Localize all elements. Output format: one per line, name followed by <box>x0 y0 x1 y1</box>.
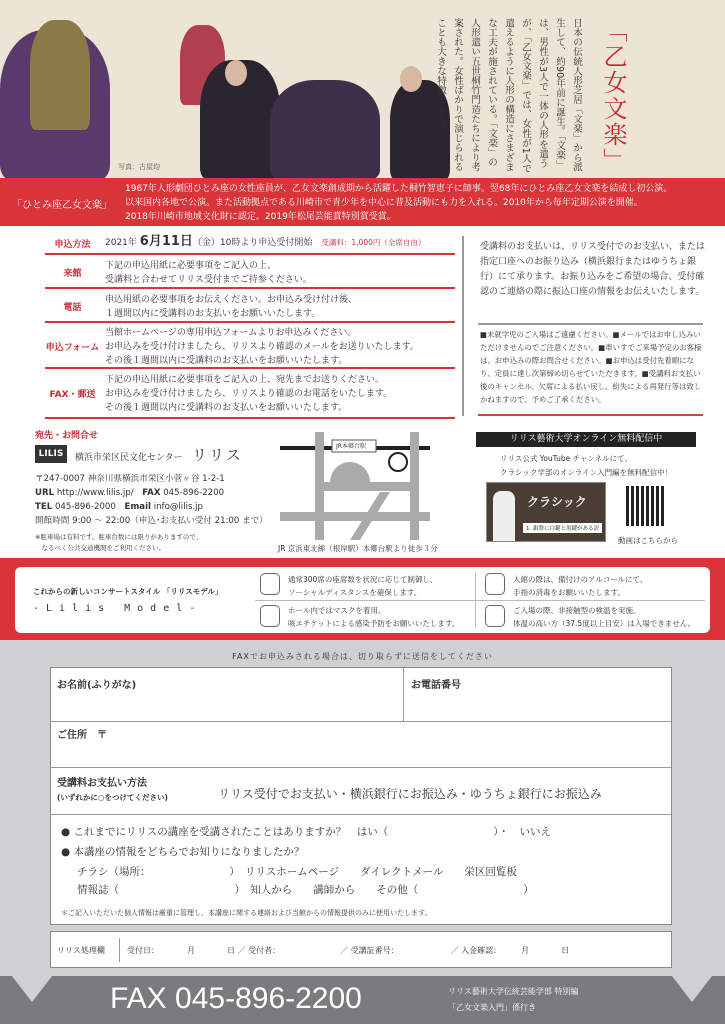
processing-label: リリス処理欄 <box>57 946 105 955</box>
question-previous-course[interactable]: ● これまでにリリスの講座を受講されたことはありますか？ はい（ ）・ いいえ <box>61 826 552 838</box>
apply-row <box>45 371 455 418</box>
map-station-label: JR本郷台駅 <box>336 443 366 450</box>
fee: 受講料：1,000円（全席自由） <box>321 238 426 247</box>
model-item <box>513 604 695 630</box>
tel-number: 045-896-2000 <box>54 502 116 512</box>
date-prefix: 2021年 <box>105 238 137 248</box>
application-form <box>50 667 672 925</box>
name-field[interactable]: お名前(ふりがな) <box>57 680 137 691</box>
venue-label: 横浜市栄区民文化センター <box>75 453 183 463</box>
model-line: 体温の高い方（37.5度以上目安）は入場できません。 <box>513 619 696 628</box>
payment-options[interactable]: リリス受付でお支払い・横浜銀行にお振込み・ゆうちょ銀行にお振込み <box>218 787 602 801</box>
online-line: クラシック学部のオンライン入門編を無料配信中！ <box>500 468 673 477</box>
troupe-line: 1967年人形劇団ひとみ座の女性座員が、乙女文楽創成期から活躍した桐竹智恵子に師事。翌68年にひとみ座乙女文楽を結成し初公演。 <box>125 184 673 194</box>
arrow-down-icon <box>672 976 712 1002</box>
hero-description: 日本の伝統人形芝居「文楽」から派生して、約90年前に誕生。「文楽」は、男性が3人で一体の人形を遣うが、「乙女文楽」では、女性が1人で遣えるように人形の構造にさまざまな工夫が施されている。「文楽」の人形遣い五世桐竹門造たちにより考案された。女性ばかりで演じられることも大きな特徴である。 <box>435 18 582 173</box>
online-text <box>500 452 672 480</box>
divider <box>478 323 703 325</box>
apply-date <box>105 235 425 250</box>
parking-line: ※駐車場は有料です。駐車台数には限りがありますので、 <box>35 533 203 541</box>
parking-note <box>35 532 202 554</box>
troupe-label: 「ひとみ座乙女文楽」 <box>12 200 112 211</box>
model-line: 通常300席の座席数を状況に応じて制御し、 <box>288 575 438 584</box>
model-item <box>288 604 459 630</box>
payment-info: 受講料のお支払いは、リリス受付でのお支払い、または指定口座へのお振り込み（横浜銀行またはゆうちょ銀行）にて承ります。お振り込みをご希望の場合、受付確認のご連絡の際に振込口座の情報をお伝えいたします。 <box>480 242 705 297</box>
apply-row <box>45 325 455 369</box>
payment-method-label: 受講料お支払い方法 <box>57 778 147 789</box>
hours: 開館時間 9:00 〜 22:00（申込･お支払い受付 21:00 まで） <box>35 516 268 526</box>
method-line: お申込みを受け付けましたら、リリスより確認のお電話をいたします。 <box>105 389 393 399</box>
thumb-subtitle: 1. 銀盤に白鍵と黒鍵がある訳 <box>523 523 602 533</box>
question-info-source: ● 本講座の情報をどちらでお知りになりましたか？ <box>61 846 305 858</box>
model-line: ホール内ではマスクを着用。 <box>288 606 386 615</box>
model-title: これからの新しいコンサートスタイル 「リリスモデル」 <box>33 587 223 596</box>
tel-email <box>35 500 203 514</box>
model-line: ソーシャルディスタンスを確保します。 <box>288 588 422 597</box>
model-line: 入館の際は、備付けのアルコールにて、 <box>513 575 648 584</box>
photo-credit: 写真：古屋均 <box>118 163 160 171</box>
processing-fields: 受付日： 月 日 ／ 受付者： ／ 受講証番号： ／ 入金確認： 月 日 <box>127 946 570 955</box>
model-line: 咳エチケットによる感染予防をお願いいたします。 <box>288 619 460 628</box>
method-line: 下記の申込用紙に必要事項をご記入の上、 <box>105 261 277 271</box>
model-subtitle: -Lilis Model- <box>33 603 203 614</box>
date-main: 6月11日 <box>139 234 193 249</box>
method-line: お申込みを受け付けましたら、リリスより確認のメールをお送りいたします。 <box>105 342 419 352</box>
access-map <box>280 432 430 540</box>
arrow-down-icon <box>12 976 52 1002</box>
date-suffix: （金）10時より申込受付開始 <box>192 238 313 248</box>
parking-line: なるべく公共交通機関をご利用ください。 <box>35 544 165 552</box>
model-line: ご入場の際、非接触型の検温を実施。 <box>513 606 641 615</box>
phone-field[interactable]: お電話番号 <box>411 680 461 691</box>
method-line: 申込用紙の必要事項をお伝えください。お申込み受け付け後、 <box>105 295 358 305</box>
apply-row-heading <box>45 232 455 255</box>
address-field[interactable]: ご住所 〒 <box>57 730 107 741</box>
url-fax <box>35 486 224 500</box>
social-distance-icon <box>260 573 280 595</box>
qr-caption: 動画はこちらから <box>618 536 678 545</box>
url-link[interactable]: http://www.lilis.jp/ <box>56 488 134 498</box>
mask-icon <box>260 605 280 627</box>
lilis-logo: LILIS <box>35 445 67 463</box>
model-item <box>288 573 437 599</box>
online-banner: リリス藝術大学オンライン無料配信中 <box>476 432 696 447</box>
email-label: Email <box>124 502 151 512</box>
method-line: その後１週間以内に受講料のお支払いをお願いいたします。 <box>105 356 348 366</box>
online-line: リリス公式 YouTube チャンネルにて、 <box>500 454 633 463</box>
url-label: URL <box>35 488 55 498</box>
method-label: 電話 <box>63 303 82 313</box>
troupe-line: 以来国内各地で公演。また活動拠点である川崎市で青少年を中心に普及活動にも力を入れる。2010年から毎年定期公演を開催。 <box>125 198 643 208</box>
venue-name: リリス <box>192 446 243 464</box>
hero-title: 「乙女文楽」 <box>599 18 627 174</box>
apply-heading: 申込方法 <box>54 240 91 250</box>
method-line: 下記の申込用紙に必要事項をご記入の上、宛先までお送りください。 <box>105 375 385 385</box>
method-label: FAX・郵送 <box>49 390 96 400</box>
fax-number: 045-896-2200 <box>163 488 225 498</box>
info-source-options[interactable]: チラシ（場所： ） リリスホームページ ダイレクトメール 栄区回覧板 <box>77 866 517 878</box>
troupe-description <box>125 182 725 224</box>
fax-number-large: FAX 045-896-2200 <box>110 982 362 1015</box>
lilis-model-box <box>15 567 710 633</box>
hero-photo <box>0 0 725 178</box>
processing-box <box>50 931 672 968</box>
video-thumbnail[interactable] <box>486 482 606 542</box>
fax-footer <box>0 976 725 1024</box>
qr-code[interactable] <box>626 486 666 526</box>
method-label: 申込フォーム <box>45 343 100 353</box>
tel-label: TEL <box>35 502 53 512</box>
model-line: 手指の消毒をお願いいたします。 <box>513 588 625 597</box>
troupe-line: 2018年川崎市地域文化財に認定。2019年松尾芸能賞特別賞受賞。 <box>125 212 396 222</box>
notes: ■未就学児のご入場はご遠慮ください。■メールではお申し込みいただけませんのでご注意ください。■車いすでご来場予定のお客様は、お申込みの際お問合せください。■お申込は受付先着順になり、定員に達し次第締め切らせていただきます。■受講料お支払い後のキャンセル、欠席による払い戻し、紛失による再発行等は致しかねますので、予めご了承ください。 <box>480 330 702 404</box>
troupe-band <box>0 178 725 226</box>
divider <box>478 414 703 416</box>
footer-line: リリス藝術大学伝統芸能学部 特別編 <box>448 987 579 996</box>
payment-method-hint: (いずれかに○をつけてください) <box>57 793 168 802</box>
contact-heading: 宛先・お問合せ <box>35 431 99 441</box>
apply-row <box>45 257 455 289</box>
fax-label: FAX <box>142 488 161 498</box>
map-caption: JR 京浜東北線（根岸駅）本郷台駅より徒歩３分 <box>278 544 438 553</box>
apply-row <box>45 291 455 323</box>
method-line: その後１週間以内に受講料のお支払いをお願いいたします。 <box>105 403 348 413</box>
model-item <box>513 573 647 599</box>
info-source-options[interactable]: 情報誌（ ） 知人から 講師から その他（ ） <box>77 884 534 896</box>
thumb-title: クラシック <box>527 495 587 509</box>
divider <box>45 417 455 419</box>
hand-sanitizer-icon <box>485 573 505 595</box>
footer-line: 「乙女文楽入門」係行き <box>448 1003 536 1012</box>
email-link[interactable]: info@lilis.jp <box>153 502 204 512</box>
privacy-note: ＊ご記入いただいた個人情報は厳重に管理し、本講座に関する連絡および当館からの情報提供のみに使用いたします。 <box>61 909 432 917</box>
method-line: １週間以内に受講料のお支払いをお願いいたします。 <box>105 309 321 319</box>
thermometer-icon <box>485 605 505 627</box>
divider <box>462 236 464 416</box>
method-label: 来館 <box>63 269 82 279</box>
address: 〒247-0007 神奈川県横浜市栄区小菅ヶ谷 1-2-1 <box>35 474 225 484</box>
method-line: 当館ホームページの専用申込フォームよりお申込みください。 <box>105 328 357 338</box>
method-line: 受講料と合わせてリリス受付までご持参ください。 <box>105 275 312 285</box>
fax-note: FAXでお申込みされる場合は、切り取らずに送信をしてください <box>232 652 493 661</box>
